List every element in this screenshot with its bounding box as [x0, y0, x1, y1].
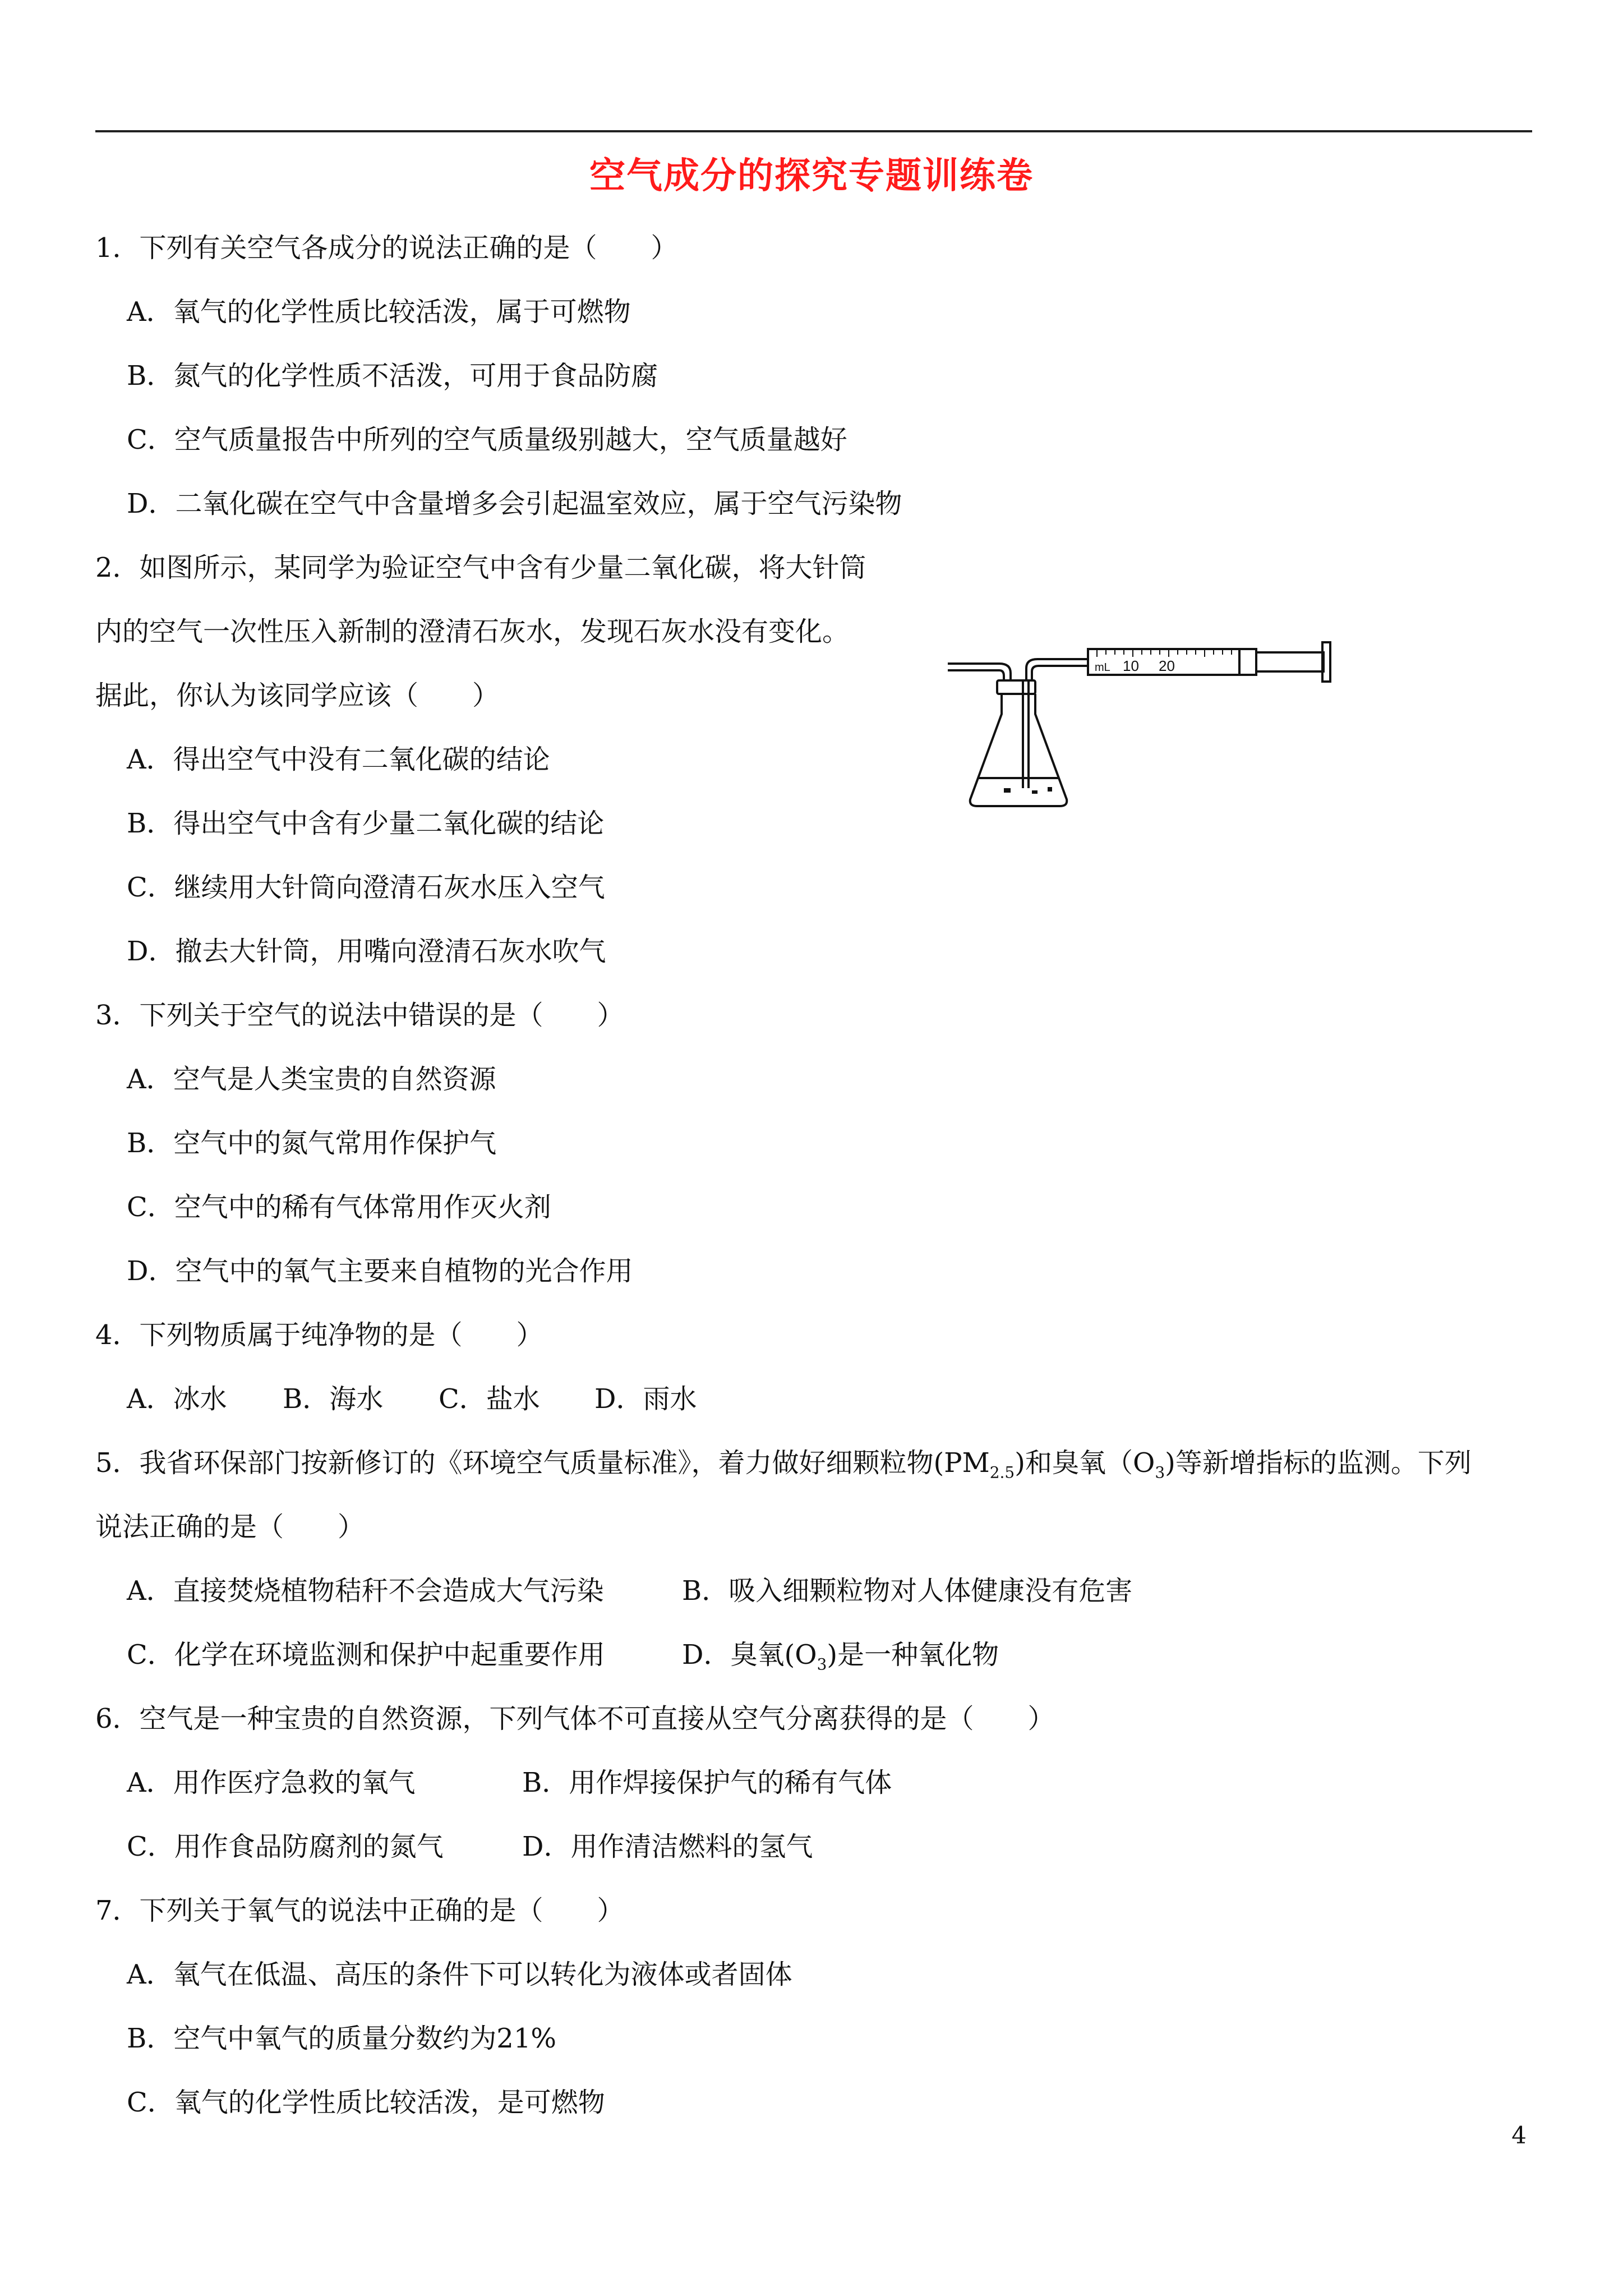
q6-stem: 6．空气是一种宝贵的自然资源，下列气体不可直接从空气分离获得的是（ ） — [95, 1703, 1055, 1734]
q5-option-b: B．吸入细颗粒物对人体健康没有危害 — [682, 1575, 1133, 1607]
q2-stem-line2: 内的空气一次性压入新制的澄清石灰水，发现石灰水没有变化。 — [95, 616, 850, 647]
page-number: 4 — [1511, 2122, 1527, 2149]
q2-option-d: D．撤去大针筒，用嘴向澄清石灰水吹气 — [127, 936, 606, 967]
q6-option-d: D．用作清洁燃料的氢气 — [522, 1831, 813, 1862]
q6-options-row2 — [127, 1830, 813, 1864]
q4-option-d: D．雨水 — [594, 1383, 697, 1415]
q2-stem-line1: 2．如图所示，某同学为验证空气中含有少量二氧化碳，将大针筒 — [95, 552, 866, 583]
outlet-tube — [948, 664, 1011, 682]
q5-option-a: A．直接焚烧植物秸秆不会造成大气污染 — [127, 1575, 604, 1607]
syringe-tick-20: 20 — [1159, 657, 1175, 674]
q1-option-d: D．二氧化碳在空气中含量增多会引起温室效应，属于空气污染物 — [127, 488, 902, 519]
q3-option-b: B．空气中的氮气常用作保护气 — [127, 1128, 497, 1159]
q5-options-row2 — [127, 1638, 999, 1682]
q7-option-c: C．氧气的化学性质比较活泼，是可燃物 — [127, 2087, 605, 2118]
q1-option-a: A．氧气的化学性质比较活泼，属于可燃物 — [127, 296, 631, 328]
q6-option-b: B．用作焊接保护气的稀有气体 — [522, 1767, 892, 1798]
q4-option-c: C．盐水 — [439, 1383, 540, 1415]
syringe-plunger — [1256, 652, 1324, 671]
header-rule — [95, 130, 1532, 132]
q2-stem-line3: 据此，你认为该同学应该（ ） — [95, 680, 500, 711]
q7-option-a: A．氧气在低温、高压的条件下可以转化为液体或者固体 — [127, 1959, 792, 1990]
q1-option-b: B．氮气的化学性质不活泼，可用于食品防腐 — [127, 360, 658, 392]
q6-options-row1 — [127, 1766, 892, 1800]
q4-stem: 4．下列物质属于纯净物的是（ ） — [95, 1319, 543, 1351]
q7-option-b: B．空气中氧气的质量分数约为21% — [127, 2023, 556, 2054]
q7-stem: 7．下列关于氧气的说法中正确的是（ ） — [95, 1895, 624, 1926]
q5-stem-pre: 5．我省环保部门按新修订的《环境空气质量标准》，着力做好细颗粒物(PM — [95, 1447, 990, 1479]
syringe-tick-10: 10 — [1123, 657, 1139, 674]
q5-option-c: C．化学在环境监测和保护中起重要作用 — [127, 1639, 605, 1671]
q1-stem: 1．下列有关空气各成分的说法正确的是（ ） — [95, 232, 678, 264]
q3-stem: 3．下列关于空气的说法中错误的是（ ） — [95, 1000, 624, 1031]
q5-stem-sub-pm: 2.5 — [989, 1463, 1015, 1482]
connector-tube — [1026, 659, 1080, 680]
q6-option-a: A．用作医疗急救的氧气 — [127, 1767, 416, 1798]
q2-option-b: B．得出空气中含有少量二氧化碳的结论 — [127, 808, 605, 839]
q2-option-c: C．继续用大针筒向澄清石灰水压入空气 — [127, 872, 605, 903]
q3-option-d: D．空气中的氧气主要来自植物的光合作用 — [127, 1255, 633, 1287]
syringe-flask-figure — [948, 620, 1335, 811]
flask — [970, 694, 1067, 806]
q5-option-d-sub: 3 — [817, 1655, 827, 1674]
q6-option-c: C．用作食品防腐剂的氮气 — [127, 1831, 444, 1862]
q5-stem-post: )等新增指标的监测。下列 — [1165, 1447, 1472, 1479]
syringe-unit-label: mL — [1095, 661, 1110, 674]
q4-options-row — [127, 1382, 697, 1416]
q4-option-b: B．海水 — [283, 1383, 384, 1415]
q5-option-d-post: )是一种氧化物 — [827, 1639, 999, 1671]
q5-stem-line2: 说法正确的是（ ） — [95, 1511, 365, 1543]
q5-stem-sub-o3: 3 — [1155, 1463, 1165, 1482]
q3-option-a: A．空气是人类宝贵的自然资源 — [127, 1064, 496, 1095]
q5-option-d — [682, 1638, 999, 1682]
q5-stem-mid: )和臭氧（O — [1015, 1447, 1155, 1479]
page-title: 空气成分的探究专题训练卷 — [589, 155, 1034, 197]
q3-option-c: C．空气中的稀有气体常用作灭火剂 — [127, 1191, 551, 1223]
q5-stem-line1 — [95, 1446, 1472, 1490]
q5-options-row1 — [127, 1574, 1132, 1608]
q1-option-c: C．空气质量报告中所列的空气质量级别越大，空气质量越好 — [127, 424, 847, 455]
q2-option-a: A．得出空气中没有二氧化碳的结论 — [127, 744, 550, 775]
q5-option-d-pre: D．臭氧(O — [682, 1639, 817, 1671]
q4-option-a: A．冰水 — [127, 1383, 227, 1415]
